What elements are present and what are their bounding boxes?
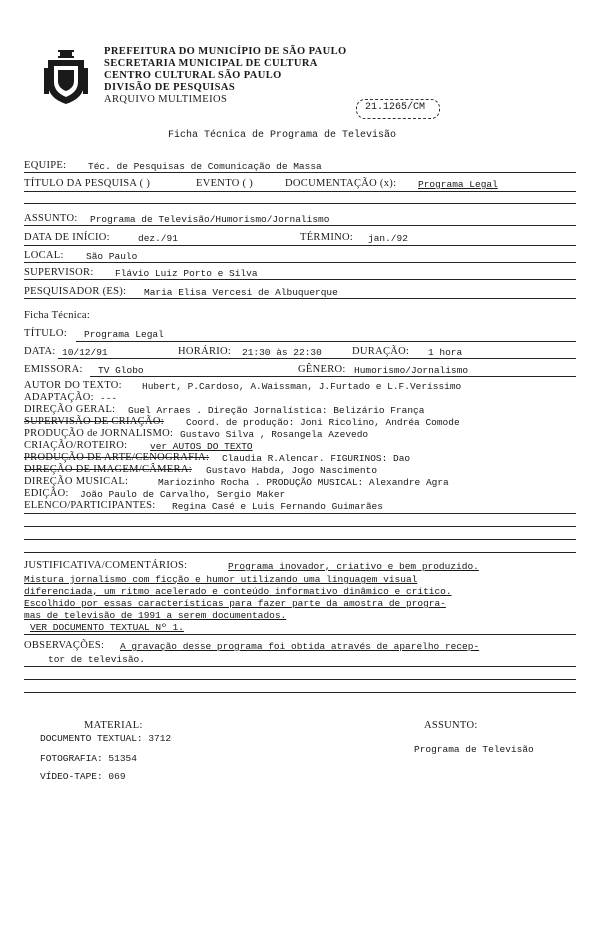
assunto-label: ASSUNTO:	[24, 213, 78, 224]
equipe-value: Téc. de Pesquisas de Comunicação de Massa	[88, 161, 322, 172]
horario-value: 21:30 às 22:30	[242, 347, 322, 358]
termino-value: jan./92	[368, 233, 408, 244]
criacao-value: ver AUTOS DO TEXTO	[150, 441, 253, 452]
edicao-label: EDIÇÃO:	[24, 488, 69, 499]
emissora-label: EMISSORA:	[24, 364, 83, 375]
adaptacao-value: ---	[100, 393, 118, 404]
adaptacao-label: ADAPTAÇÃO:	[24, 392, 94, 403]
direcao-imagem-value: Gustavo Habda, Jogo Nascimento	[206, 465, 378, 476]
data-inicio-value: dez./91	[138, 233, 178, 244]
header-line-5: ARQUIVO MULTIMEIOS	[104, 94, 228, 105]
direcao-geral-label: DIREÇÃO GERAL:	[24, 404, 116, 415]
direcao-musical-value: Mariozinho Rocha . PRODUÇÃO MUSICAL: Alexandre Agra	[158, 477, 449, 488]
producao-arte-label: PRODUÇÃO DE ARTE/CENOGRAFIA:	[24, 452, 210, 463]
documentacao-label: DOCUMENTAÇÃO (x):	[285, 178, 397, 189]
duracao-value: 1 hora	[428, 347, 463, 358]
material-item-3: VÍDEO-TAPE: 069	[40, 771, 126, 782]
observacoes-line-1: A gravação desse programa foi obtida através de aparelho recep-	[120, 641, 480, 652]
local-value: São Paulo	[86, 251, 138, 262]
equipe-label: EQUIPE:	[24, 160, 67, 171]
assunto-value: Programa de Televisão/Humorismo/Jornalismo	[90, 214, 330, 225]
producao-label: PRODUÇÃO de JORNALISMO:	[24, 428, 174, 439]
supervisor-label: SUPERVISOR:	[24, 267, 94, 278]
duracao-label: DURAÇÃO:	[352, 346, 410, 357]
titulo-pesquisa-value: Programa Legal	[418, 179, 498, 190]
autor-value: Hubert, P.Cardoso, A.Waissman, J.Furtado e L.F.Veríssimo	[142, 381, 462, 392]
pesquisador-label: PESQUISADOR (ES):	[24, 286, 127, 297]
criacao-label: CRIAÇÃO/ROTEIRO:	[24, 440, 128, 451]
genero-value: Humorismo/Jornalismo	[354, 365, 469, 376]
material-item-1: DOCUMENTO TEXTUAL: 3712	[40, 733, 172, 744]
assunto-footer-heading: ASSUNTO:	[424, 720, 478, 731]
evento-label: EVENTO ( )	[196, 178, 254, 189]
header-line-1: PREFEITURA DO MUNICÍPIO DE SÃO PAULO	[104, 46, 347, 57]
emissora-value: TV Globo	[98, 365, 144, 376]
supervisao-label: SUPERVISÃO DE CRIAÇÃO:	[24, 416, 164, 427]
titulo-pesquisa-label: TÍTULO DA PESQUISA ( )	[24, 178, 151, 189]
ficha-heading: Ficha Técnica:	[24, 310, 91, 321]
elenco-label: ELENCO/PARTICIPANTES:	[24, 500, 156, 511]
justificativa-line-1: Programa inovador, criativo e bem produzido.	[228, 561, 479, 572]
data-value: 10/12/91	[62, 347, 108, 358]
pesquisador-value: Maria Elisa Vercesi de Albuquerque	[144, 287, 338, 298]
observacoes-line-2: tor de televisão.	[48, 654, 145, 665]
horario-label: HORÁRIO:	[178, 346, 232, 357]
elenco-value: Regina Casé e Luis Fernando Guimarães	[172, 501, 383, 512]
direcao-geral-value: Guel Arraes . Direção Jornalística: Belizário França	[128, 405, 425, 416]
justificativa-line-3: diferenciada, um ritmo acelerado e conteúdo informativo dinâmico e crítico.	[24, 586, 452, 597]
justificativa-line-2: Mistura jornalismo com ficção e humor utilizando uma linguagem visual	[24, 574, 418, 585]
producao-value: Gustavo Silva , Rosangela Azevedo	[180, 429, 369, 440]
justificativa-line-4: Escolhido por essas características para fazer parte da amostra de progra-	[24, 598, 446, 609]
producao-arte-value: Claudia R.Alencar. FIGURINOS: Dao	[222, 453, 411, 464]
page-title: Ficha Técnica de Programa de Televisão	[168, 130, 397, 141]
catalog-number: 21.1265/CM	[365, 102, 426, 113]
autor-label: AUTOR DO TEXTO:	[24, 380, 122, 391]
direcao-imagem-label: DIREÇÃO DE IMAGEM/CÂMERA:	[24, 464, 192, 475]
material-item-2: FOTOGRAFIA: 51354	[40, 753, 137, 764]
supervisor-value: Flávio Luiz Porto e Silva	[115, 268, 258, 279]
observacoes-label: OBSERVAÇÕES:	[24, 640, 105, 651]
justificativa-label: JUSTIFICATIVA/COMENTÁRIOS:	[24, 560, 188, 571]
genero-label: GÊNERO:	[298, 364, 346, 375]
material-heading: MATERIAL:	[84, 720, 143, 731]
local-label: LOCAL:	[24, 250, 64, 261]
justificativa-line-6: VER DOCUMENTO TEXTUAL Nº 1.	[30, 622, 184, 633]
header-line-3: CENTRO CULTURAL SÃO PAULO	[104, 70, 282, 81]
titulo-value: Programa Legal	[84, 329, 164, 340]
justificativa-line-5: mas de televisão de 1991 a serem documentados.	[24, 610, 287, 621]
edicao-value: João Paulo de Carvalho, Sergio Maker	[80, 489, 286, 500]
assunto-footer-value: Programa de Televisão	[414, 744, 534, 755]
city-coat-of-arms-logo	[44, 50, 88, 104]
direcao-musical-label: DIREÇÃO MUSICAL:	[24, 476, 129, 487]
data-inicio-label: DATA DE INÍCIO:	[24, 232, 110, 243]
header-line-2: SECRETARIA MUNICIPAL DE CULTURA	[104, 58, 318, 69]
data-label: DATA:	[24, 346, 56, 357]
supervisao-value: Coord. de produção: Joni Ricolino, Andréa Comode	[186, 417, 460, 428]
titulo-label: TÍTULO:	[24, 328, 67, 339]
termino-label: TÉRMINO:	[300, 232, 354, 243]
header-line-4: DIVISÃO DE PESQUISAS	[104, 82, 236, 93]
